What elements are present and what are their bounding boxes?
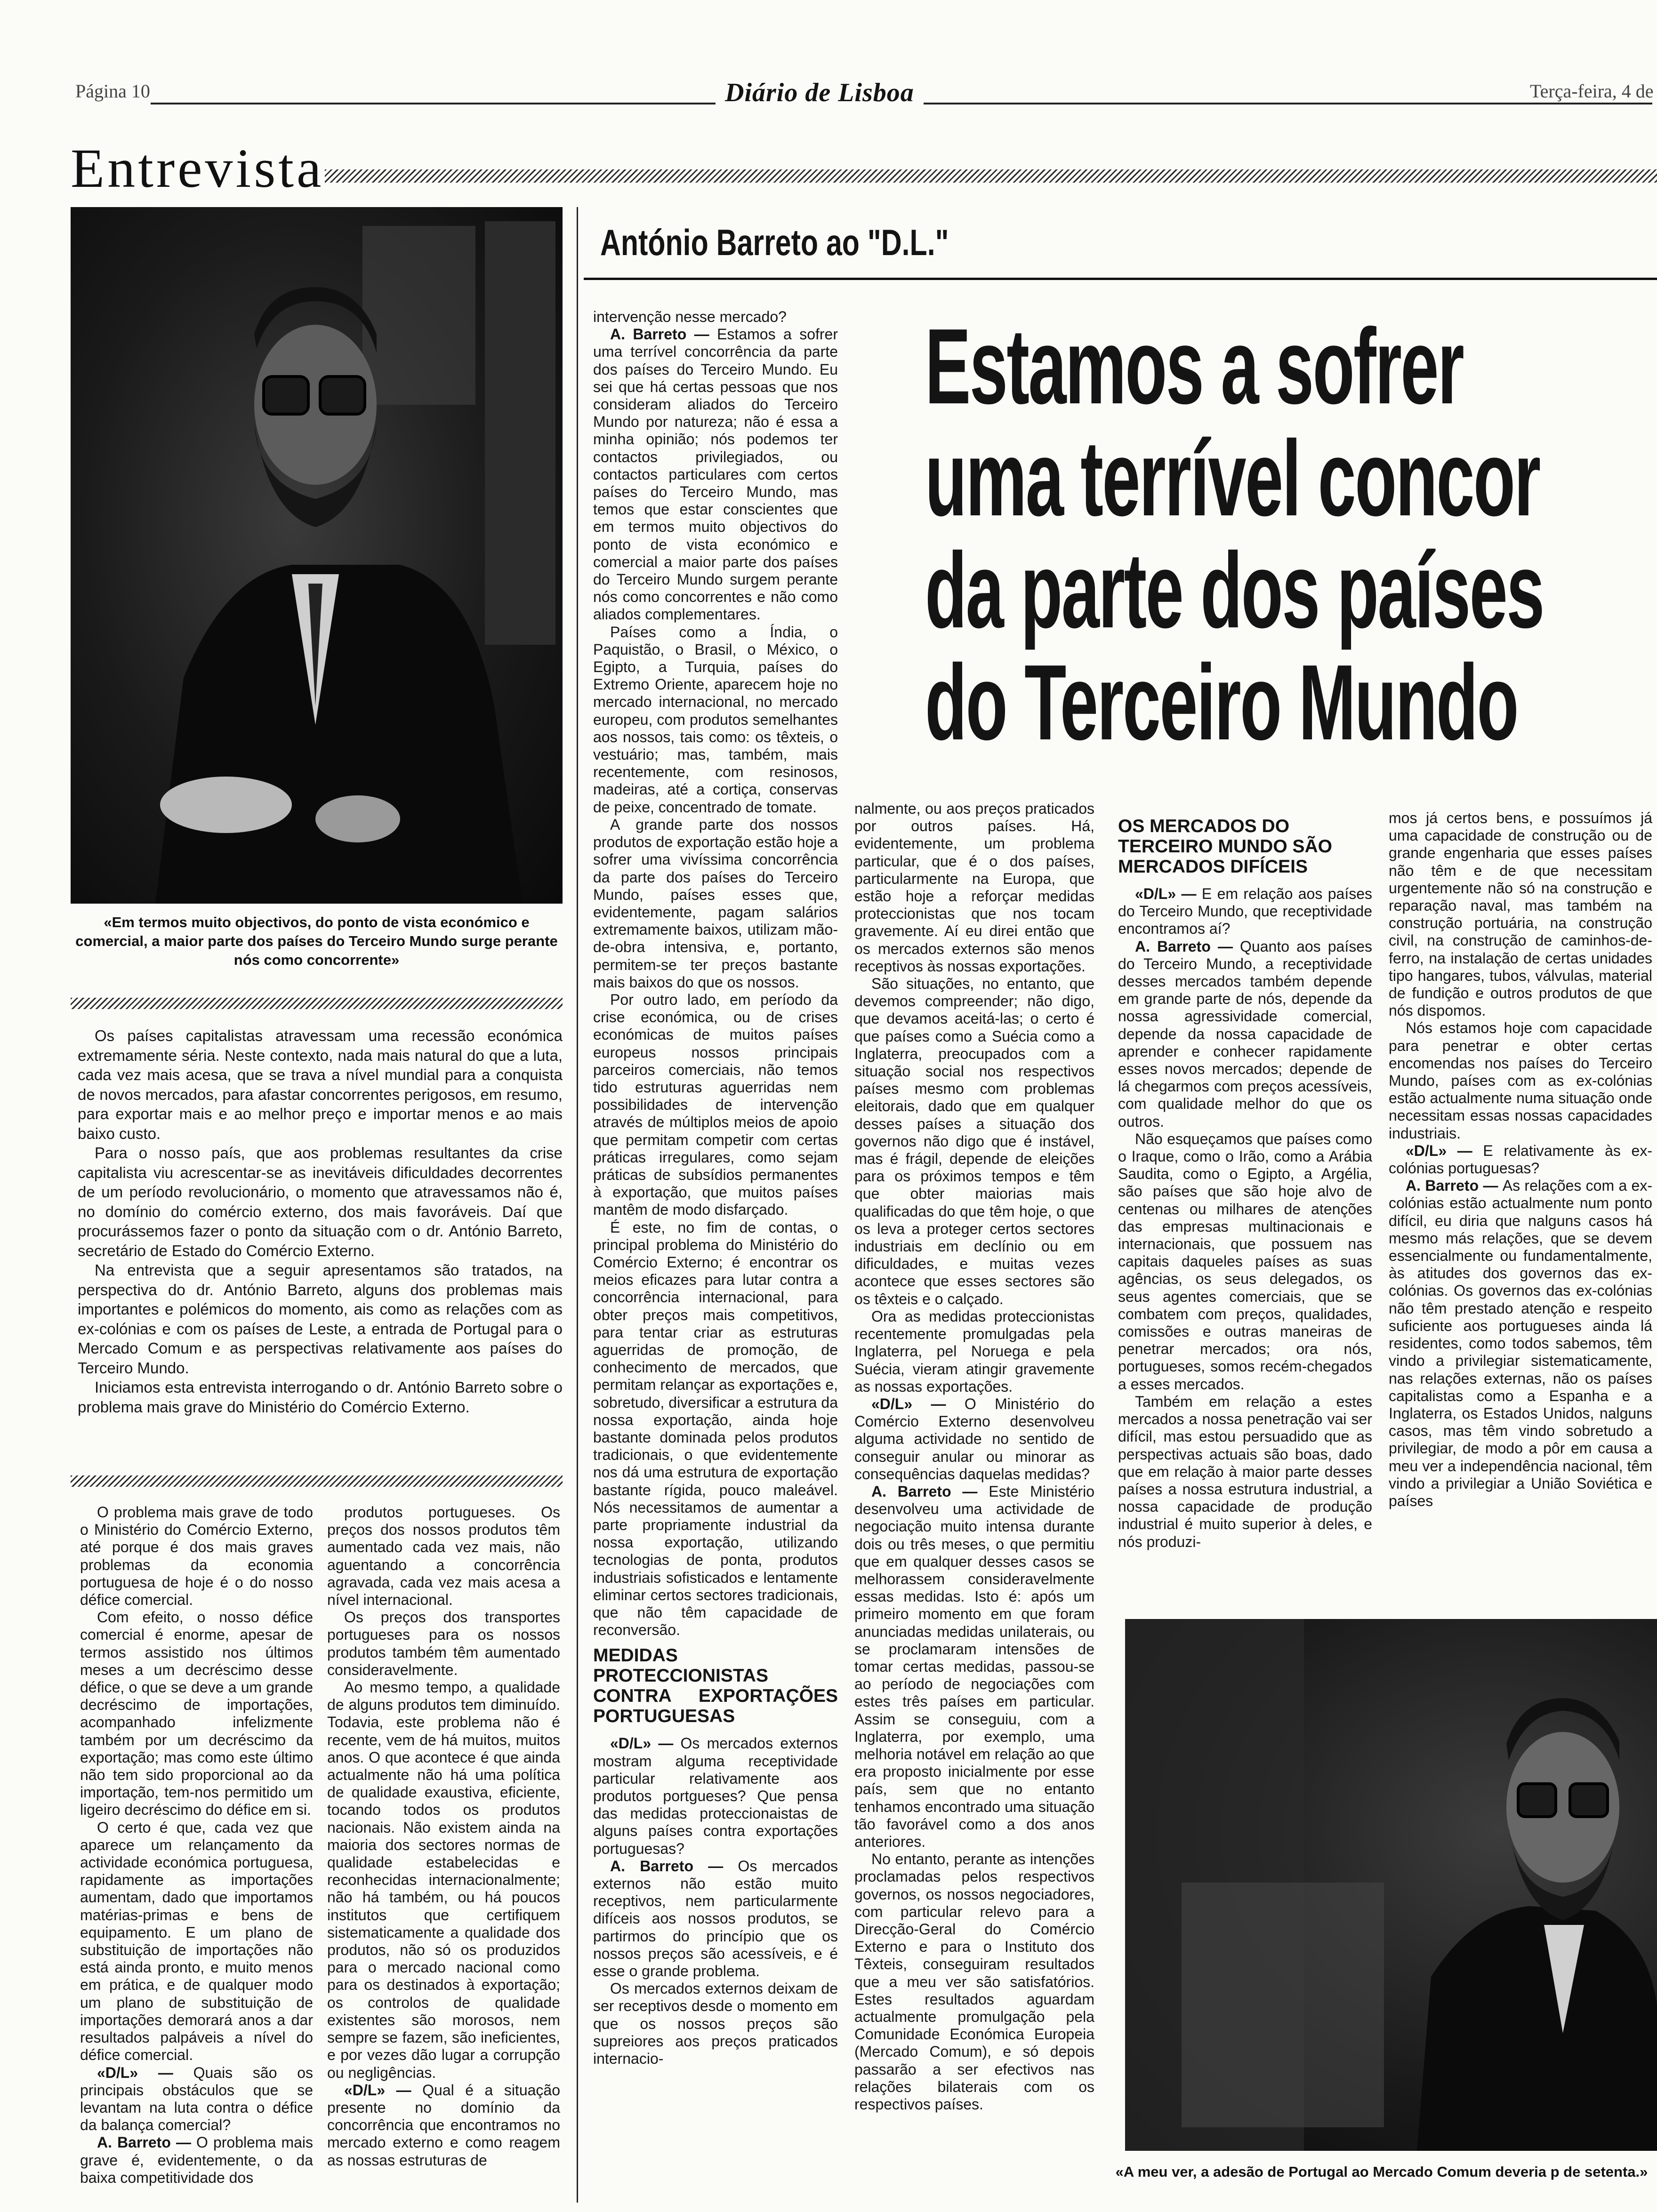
paragraph-text: No entanto, perante as intenções proclamadas pelos respectivos governos, os nossos negociadores, com particular relevo para a Direcção-Geral do Comércio Externo e para o Instituto dos Têxteis, conseguiram resultados que a meu ver são satisfatórios. Estes resultados aguardam actualmente promulgação pela Comunidade Económica Europeia (Mercado Comum), e só depois passarão a ser efectivos nas relações bilaterais com os respectivos países. — [854, 1851, 1094, 2113]
paragraph-text: Por outro lado, em período da crise económica, ou de crises económicas de muitos países europeus nossos principais parceiros comerciais, não temos tido estruturas aguerridas nem possibilidades de intervenção através de múltiplos meios de apoio que permitam competir com certas práticas irregulares, como sejam práticas de subsídios permanentes à exportação, que muitos países mantêm de modo disfarçado. — [593, 991, 838, 1218]
speaker-label: «D/L» — — [1406, 1142, 1483, 1159]
intro-paragraph: Os países capitalistas atravessam uma recessão económica extremamente séria. Neste contexto, nada mais natural do que a luta, cada vez mais acesa, que se trava a nível mundial para a conquista de novos mercados, para afastar concorrentes perigosos, em resumo, para exportar mais e ao melhor preço e importar menos e ao mais baixo custo. — [78, 1027, 563, 1142]
paragraph-text: O certo é que, cada vez que aparece um relançamento da actividade económica portuguesa, rapidamente as importações aumentam, dado que importamos matérias-primas e bens de equipamento. E um plano de substituição de importações não está ainda pronto, e muito menos em prática, e de qualquer modo um plano de substituição de importações demorará anos a dar resultados palpáveis a nível do défice comercial. — [80, 1819, 313, 2064]
paragraph-text: Ao mesmo tempo, a qualidade de alguns produtos tem diminuído. Todavia, este problema não é recente, vem de há muitos, muitos anos. O que acontece é que ainda actualmente não há uma política de qualidade exaustiva, eficiente, tocando todos os produtos nacionais. Não existem ainda na maioria dos sectores normas de qualidade estabelecidas e reconhecidas internacionalmente; não há também, ou há poucos institutos que certifiquem sistematicamente a qualidade dos produtos, não só os produzidos para o mercado nacional como para os destinados à exportação; os controlos de qualidade existentes são morosos, nem sempre se fazem, são ineficientes, e por vezes dão lugar a corrupção ou negligências. — [327, 1679, 560, 2081]
paragraph-text: intervenção nesse mercado? — [593, 308, 787, 325]
paragraph-text: Os mercados externos deixam de ser receptivos desde o momento em que os nossos preços são supreiores aos preços praticados internacio- — [593, 1980, 838, 2068]
paragraph — [854, 1483, 1094, 1851]
section-hatch-rule — [325, 169, 1657, 183]
paragraph — [593, 624, 838, 816]
paragraph-text: O problema mais grave é, evidentemente, o da baixa competitividade dos — [80, 2134, 314, 2186]
speaker-label: «D/L» — — [1135, 885, 1202, 902]
paragraph — [327, 1504, 560, 1609]
paragraph — [854, 1308, 1094, 1395]
newspaper-title: Diário de Lisboa — [716, 78, 924, 108]
paragraph-text: nalmente, ou aos preços praticados por outros países. Há, evidentemente, um problema particular, que é o dos países, particularmente na Europa, que estão hoje a reforçar medidas proteccionistas que nos tocam gravemente. Aí eu direi então que os mercados externos são menos receptivos às nossas exportações. — [854, 800, 1094, 975]
paragraph-text: As relações com a ex-colónias estão actualmente num ponto difícil, eu diria que nalguns casos há mesmo más relações, que se devem essencialmente ou fundamentalmente, às atitudes dos governos das ex-colónias. Os governos das ex-colónias não têm prestado atenção e respeito suficiente aos portugueses ainda lá residentes, como todos sabemos, têm vindo a privilegiar sistematicamente, nas relações externas, não os países capitalistas como a Espanha e a Inglaterra, os Estados Unidos, nalguns casos, mas têm vindo sobretudo a privilegiar, de modo a pôr em causa a meu ver a independência nacional, têm vindo a privilegiar a União Soviética e países — [1389, 1177, 1652, 1509]
paragraph — [593, 1858, 838, 1980]
article-column-c — [593, 308, 838, 2068]
paragraph-text: Os mercados externos mostram alguma receptividade particular relativamente aos produtos portgueses? Que pensa das medidas proteccionaistas de alguns países contra exportações portuguesas? — [593, 1735, 838, 1857]
paragraph-text: Com efeito, o nosso défice comercial é enorme, apesar de termos assistido nos últimos meses a um decréscimo desse défice, o que se deve a um grande decréscimo de importações, acompanhado infelizmente também por um decréscimo da exportação; mas como este último não tem sido proporcional ao da importação, tem-nos permitido um ligeiro decréscimo do défice em si. — [80, 1609, 313, 1819]
paragraph-text: São situações, no entanto, que devemos compreender; não digo, que devamos aceitá-las; o certo é que países como a Suécia como a Inglaterra, preocupados com a situação social nos respectivos países mesmo com problemas eleitorais, dado que em qualquer desses países a situação dos governos não digo que é instável, mas é frágil, depende de eleições para os próximos tempos e têm que obter maiorias mais qualificadas do que têm hoje, o que os leva a proteger certos sectores industriais em declínio ou em dificuldades, e muitas vezes acontece que esses sectores são os têxteis e o calçado. — [854, 975, 1094, 1307]
paragraph-text: Qual é a situação presente no domínio da concorrência que encontramos no mercado externo e como reagem as nossas estruturas de — [327, 2081, 561, 2169]
paragraph — [80, 1819, 313, 2064]
caption-divider-hatch — [71, 998, 563, 1009]
paragraph-text: Nós estamos hoje com capacidade para penetrar e obter certas encomendas nos países do Terceiro Mundo, países com as ex-colónias estão actualmente numa situação onde necessitam essas nossas capacidades industriais. — [1389, 1019, 1652, 1142]
paragraph-text: Este Ministério desenvolveu uma actividade de negociação muito intensa durante dois ou três meses, o que permitiu que em qualquer desses casos se melhorassem consideravelmente essas medidas. Isto é: após um primeiro momento em que foram anunciadas medidas unilaterais, ou se proclamaram intensões de tomar certas medidas, passou-se ao período de negociações com estes três países em particular. Assim se conseguiu, com a Inglaterra, por exemplo, uma melhoria notável em relação ao que era proposto inicialmente por esse país, sem que no entanto tenhamos encontrado uma situação tão favorável como a dos anos anteriores. — [854, 1483, 1095, 1850]
paragraph — [327, 1609, 560, 1679]
paragraph — [80, 1609, 313, 1819]
paragraph-text: É este, no fim de contas, o principal problema do Ministério do Comércio Externo; é encontrar os meios eficazes para lutar contra a concorrência internacional, para obter preços mais competitivos, para tentar criar as estruturas aguerridas de promoção, de conhecimento de mercados, que permitam relançar as exportações e, sobretudo, diversificar a estrutura da nossa exportação, ainda hoje bastante dominada pelos produtos tradicionais, o que evidentemente nos dá uma estrutura de exportação bastante rígida, pouco maleável. Nós necessitamos de aumentar a parte propriamente industrial da nossa exportação, utilizando tecnologias de ponta, produtos industriais sofisticados e lentamente eliminar certos sectores tradicionais, que não têm capacidade de reconversão. — [593, 1218, 838, 1639]
speaker-label: A. Barreto — — [97, 2134, 197, 2151]
paragraph-text: Quais são os principais obstáculos que se levantam na luta contra o défice da balança comercial? — [80, 2064, 313, 2134]
intro-paragraph: Iniciamos esta entrevista interrogando o dr. António Barreto sobre o problema mais grave do Ministério do Comércio Externo. — [78, 1378, 563, 1416]
paragraph-text: Estamos a sofrer uma terrível concorrência da parte dos países do Terceiro Mundo. Eu sei que há certas pessoas que nos consideram aliados do Terceiro Mundo por natureza; não é essa a minha opinião; nós podemos ter contactos privilegiados, ou contactos particulares com certos países do Terceiro Mundo, mas temos que estar conscientes que em termos muito objectivos do ponto de vista económico e comercial a maior parte dos países do Terceiro Mundo surgem perante nós como concorrentes e não como aliados complementares. — [593, 326, 838, 623]
article-column-b — [327, 1504, 560, 2169]
paragraph — [1389, 1177, 1652, 1510]
paragraph — [1389, 809, 1652, 1019]
paragraph-text: E em relação aos países do Terceiro Mundo, que receptividade encontramos aí? — [1118, 885, 1373, 938]
paragraph-text: Ora as medidas proteccionistas recentemente promulgadas pela Inglaterra, pel Noruega e pela Suécia, vieram atingir gravemente as nossas exportações. — [854, 1307, 1094, 1395]
speaker-label: A. Barreto — — [1406, 1177, 1503, 1194]
kicker-rule — [584, 278, 1657, 280]
intro-paragraph: Para o nosso país, que aos problemas resultantes da crise capitalista viu acrescentar-se as inevitáveis dificuldades decorrentes de um período revolucionário, o momento que atravessamos não é, no domínio do comércio externo, dos mais favoráveis. Daí que procurássemos fazer o ponto da situação com o dr. António Barreto, secretário de Estado do Comércio Externo. — [78, 1144, 563, 1259]
column-e-block — [1118, 809, 1372, 1551]
headline-line-1: Estamos a sofrer — [925, 311, 1464, 426]
intro-paragraph: Na entrevista que a seguir apresentamos são tratados, na perspectiva do dr. António Barreto, alguns dos problemas mais importantes e polémicos do momento, ais como as relações com as ex-colónias e com os países de Leste, a entrada de Portugal para o Mercado Comum e as perspectivas relativamente aos países do Terceiro Mundo. — [78, 1261, 563, 1377]
paragraph — [854, 800, 1094, 975]
paragraph — [854, 1851, 1094, 2113]
speaker-label: «D/L» — — [344, 2081, 423, 2099]
paragraph-text: Também em relação a estes mercados a nossa penetração vai ser difícil, mas estou persuadido que as perspectivas actuais são boas, dado que em relação à maior parte desses países a nossa estrutura industrial, a nossa capacidade de produção industrial é muito superior à deles, e nós produzi- — [1118, 1393, 1372, 1550]
paragraph — [593, 1219, 838, 1639]
paragraph — [593, 308, 838, 326]
paragraph — [327, 1679, 560, 2082]
paragraph-text: A grande parte dos nossos produtos de exportação estão hoje a sofrer uma vivíssima concorrência da parte dos países do Terceiro Mundo, países esses que, evidentemente, pagam salários extremamente baixos, utilizam mão-de-obra intensiva, e, portanto, permitem-se ter preços bastante mais baixos do que os nossos. — [593, 816, 838, 991]
photo-top-caption: «Em termos muito objectivos, do ponto de vista económico e comercial, a maior parte dos países do Terceiro Mundo surge perante nós como concorrente» — [75, 914, 558, 968]
page-number: Página 10 — [75, 80, 150, 102]
paragraph — [327, 2082, 560, 2169]
speaker-label: A. Barreto — — [610, 326, 717, 343]
article-column-f — [1389, 809, 1652, 1510]
paragraph — [854, 975, 1094, 1308]
headline-line-2: uma terrível concor — [925, 419, 1540, 538]
paragraph-text: Quanto aos países do Terceiro Mundo, a receptividade desses mercados também depende em grande parte de nós, depende da nossa agressividade comercial, depende da nossa capacidade de aprender e conhecer rapidamente esses novos mercados; depende de lá chegarmos com preços acessíveis, com qualidade melhor do que os outros. — [1118, 938, 1373, 1130]
issue-date: Terça-feira, 4 de — [1530, 80, 1654, 102]
paragraph-text: Os mercados externos não estão muito receptivos, nem particularmente difíceis aos nossos produtos, se partirmos do princípio que os nossos preços são acessíveis, e é esse o grande problema. — [593, 1857, 838, 1980]
paragraph-text: mos já certos bens, e possuímos já uma capacidade de construção ou de grande engenharia que esses países não têm e de que necessitam urgentemente não só na construção e reparação naval, mas também na construção portuária, na construção civil, na construção de caminhos-de-ferro, na instalação de certas unidades tipo hangares, tubos, válvulas, material de fundição e outros produtos de que nós dispomos. — [1389, 809, 1652, 1019]
paragraph — [1118, 1130, 1372, 1393]
paragraph-text: Os preços dos transportes portugueses para os nossos produtos também têm aumentado consideravelmente. — [327, 1609, 560, 1678]
speaker-label: «D/L» — — [610, 1735, 681, 1752]
speaker-label: A. Barreto — — [610, 1857, 738, 1875]
headline-line-3: da parte dos países — [925, 531, 1544, 650]
headline — [925, 311, 1657, 759]
photo-bottom-caption: «A meu ver, a adesão de Portugal ao Mercado Comum deveria p de setenta.» — [1115, 2164, 1648, 2180]
subhead-medidas: MEDIDAS PROTECCIONISTAS CONTRA EXPORTAÇÕES PORTUGUESAS — [593, 1645, 838, 1727]
speaker-label: «D/L» — — [97, 2064, 193, 2081]
paragraph — [854, 1395, 1094, 1483]
paragraph — [80, 2134, 313, 2187]
interview-photo-top — [71, 207, 563, 904]
paragraph — [593, 1735, 838, 1857]
intro-divider-hatch — [71, 1475, 563, 1487]
paragraph-text: produtos portugueses. Os preços dos nossos produtos têm aumentado cada vez mais, não aguentando a concorrência agravada, cada vez mais acesa a nível internacional. — [327, 1504, 560, 1609]
portrait-illustration-2 — [1125, 1619, 1657, 2151]
paragraph — [593, 816, 838, 991]
article-column-a — [80, 1504, 313, 2187]
article-column-e — [1118, 885, 1372, 1551]
paragraph-text: Países como a Índia, o Paquistão, o Brasil, o México, o Egipto, a Turquia, países do Extremo Oriente, aparecem hoje no mercado internacional, no mercado europeu, com produtos semelhantes aos nossos, tais como: os têxteis, o vestuário; mas, também, mais recentemente, com resinosos, madeiras, até a cortiça, conservas de peixe, concentrado de tomate. — [593, 623, 838, 816]
speaker-label: A. Barreto — — [1135, 938, 1240, 955]
headline-line-4: do Terceiro Mundo — [925, 643, 1518, 759]
paragraph — [80, 2064, 313, 2134]
paragraph — [1389, 1142, 1652, 1177]
intro-text — [78, 1026, 563, 1417]
paragraph-text: O problema mais grave de todo o Ministério do Comércio Externo, até porque é dos mais graves problemas da economia portuguesa de hoje é o do nosso défice comercial. — [80, 1504, 313, 1609]
column-rule-1 — [577, 207, 578, 2203]
paragraph — [593, 326, 838, 623]
subhead-mercados: OS MERCADOS DO TERCEIRO MUNDO SÃO MERCADOS DIFÍCEIS — [1118, 816, 1333, 877]
speaker-label: «D/L» — — [871, 1395, 965, 1412]
paragraph — [1118, 938, 1372, 1130]
paragraph — [1389, 1019, 1652, 1142]
interview-photo-bottom — [1125, 1619, 1657, 2151]
paragraph — [593, 1980, 838, 2068]
paragraph — [1118, 1393, 1372, 1551]
portrait-illustration — [71, 207, 563, 904]
paragraph — [593, 991, 838, 1219]
paragraph-text: E relativamente às ex-colónias portuguesas? — [1389, 1142, 1653, 1177]
paragraph — [1118, 885, 1372, 938]
article-column-d — [854, 800, 1094, 2113]
paragraph-text: O Ministério do Comércio Externo desenvolveu alguma actividade no sentido de conseguir anular ou minorar as consequências daquelas medidas? — [854, 1395, 1095, 1483]
section-label: Entrevista — [71, 137, 324, 199]
paragraph-text: Não esqueçamos que países como o Iraque, como o Irão, como a Arábia Saudita, como o Egipto, a Argélia, são países que são hoje alvo de centenas ou milhares de atenções das empresas multinacionais e internacionais, que possuem nas capitais daqueles países as suas agências, os seus delegados, os seus agentes comerciais, que se combatem com preços, qualidades, comissões e outras maneiras de penetrar mercados; ora nós, portugueses, somos recém-chegados a esses mercados. — [1118, 1130, 1372, 1393]
paragraph — [80, 1504, 313, 1609]
article-kicker: António Barreto ao "D.L." — [600, 222, 949, 263]
speaker-label: A. Barreto — — [871, 1483, 989, 1500]
